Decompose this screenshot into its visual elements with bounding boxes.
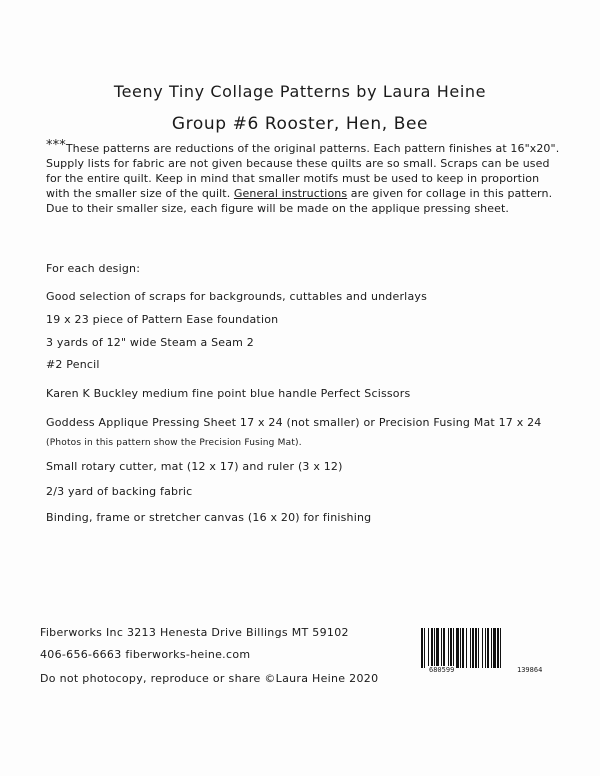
intro-text-after: are given for collage in this pattern. Due to their smaller size, each figure will be made on the applique pressing sheet.	[46, 187, 553, 215]
footer-contact: 406-656-6663 fiberworks-heine.com	[40, 648, 251, 661]
intro-text-before: These patterns are reductions of the original patterns. Each pattern finishes at 16"x20". Supply lists for fabric are not given because these quilts are so small. Scraps can be used for the entire quilt. Keep in mind that smaller motifs must be used to keep in proportion with the smaller size of the quilt.	[46, 142, 560, 200]
supply-item: 2/3 yard of backing fabric	[46, 485, 193, 498]
intro-paragraph	[46, 138, 566, 216]
intro-stars: ***	[46, 138, 66, 153]
general-instructions-link[interactable]: General instructions	[233, 187, 348, 200]
footer-copyright: Do not photocopy, reproduce or share ©Laura Heine 2020	[40, 672, 379, 685]
supply-item: Karen K Buckley medium fine point blue handle Perfect Scissors	[46, 387, 411, 400]
page-title: Teeny Tiny Collage Patterns by Laura Heine	[113, 82, 487, 101]
supply-item: 19 x 23 piece of Pattern Ease foundation	[46, 313, 279, 326]
supply-item: 3 yards of 12" wide Steam a Seam 2	[46, 336, 254, 349]
footer-address: Fiberworks Inc 3213 Henesta Drive Billings MT 59102	[40, 626, 349, 639]
page-subtitle: Group #6 Rooster, Hen, Bee	[171, 114, 429, 134]
barcode-left-digits: 680599	[429, 666, 455, 674]
supply-item: Goddess Applique Pressing Sheet 17 x 24 (not smaller) or Precision Fusing Mat 17 x 24	[46, 416, 542, 429]
supply-item: Good selection of scraps for backgrounds, cuttables and underlays	[46, 290, 428, 303]
barcode-right-digits: 139864	[517, 666, 543, 674]
supply-heading: For each design:	[46, 262, 141, 275]
supply-note: (Photos in this pattern show the Precision Fusing Mat).	[46, 438, 302, 448]
supply-item: #2 Pencil	[46, 358, 100, 371]
supply-item: Binding, frame or stretcher canvas (16 x 20) for finishing	[46, 511, 372, 524]
supply-item: Small rotary cutter, mat (12 x 17) and ruler (3 x 12)	[46, 460, 343, 473]
